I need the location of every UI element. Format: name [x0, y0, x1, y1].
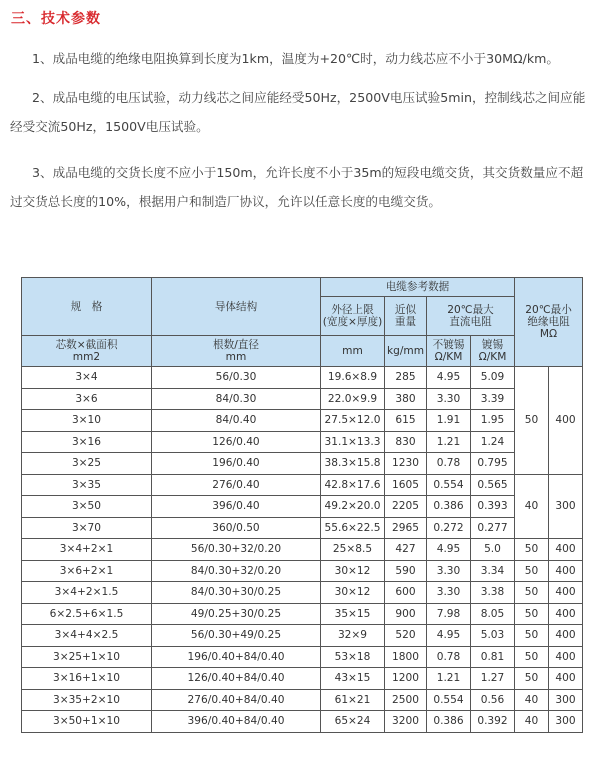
cell-conductor: 84/0.40: [152, 410, 321, 432]
cell-od: 38.3×15.8: [321, 453, 385, 475]
cell-insulation-a: 50: [515, 582, 549, 604]
cell-weight: 3200: [385, 711, 427, 733]
cell-insulation-a: 50: [515, 668, 549, 690]
cell-insulation-a: 50: [515, 646, 549, 668]
cell-tinned: 0.81: [471, 646, 515, 668]
cell-tinned: 5.0: [471, 539, 515, 561]
cell-conductor: 276/0.40+84/0.40: [152, 689, 321, 711]
cell-od: 35×15: [321, 603, 385, 625]
cell-insulation-b: 400: [549, 582, 583, 604]
cell-plain: 1.91: [427, 410, 471, 432]
cell-od: 55.6×22.5: [321, 517, 385, 539]
cell-conductor: 56/0.30+32/0.20: [152, 539, 321, 561]
cell-tinned: 3.39: [471, 388, 515, 410]
table-row: [22, 711, 583, 733]
cell-plain: 1.21: [427, 668, 471, 690]
cell-od: 42.8×17.6: [321, 474, 385, 496]
cell-plain: 3.30: [427, 388, 471, 410]
cell-insulation-a: 50: [515, 603, 549, 625]
cell-conductor: 84/0.30+32/0.20: [152, 560, 321, 582]
cell-conductor: 56/0.30+49/0.25: [152, 625, 321, 647]
cell-tinned: 0.56: [471, 689, 515, 711]
cell-weight: 590: [385, 560, 427, 582]
cell-od: 25×8.5: [321, 539, 385, 561]
cell-conductor: 56/0.30: [152, 367, 321, 389]
header-weight: 近似 重量: [385, 297, 427, 336]
cell-od: 61×21: [321, 689, 385, 711]
cell-od: 30×12: [321, 560, 385, 582]
cell-conductor: 276/0.40: [152, 474, 321, 496]
cell-weight: 600: [385, 582, 427, 604]
cell-spec: 3×4+2×1.5: [22, 582, 152, 604]
table-row: [22, 410, 583, 432]
table-row: [22, 625, 583, 647]
cell-conductor: 84/0.30+30/0.25: [152, 582, 321, 604]
cell-spec: 3×25: [22, 453, 152, 475]
cell-plain: 4.95: [427, 367, 471, 389]
cell-plain: 7.98: [427, 603, 471, 625]
cell-tinned: 5.03: [471, 625, 515, 647]
table-row: [22, 603, 583, 625]
cell-insulation-b: 300: [549, 711, 583, 733]
header-weight-unit: kg/mm: [385, 336, 427, 367]
cell-conductor: 126/0.40+84/0.40: [152, 668, 321, 690]
cell-tinned: 0.393: [471, 496, 515, 518]
cell-od: 27.5×12.0: [321, 410, 385, 432]
cell-weight: 1230: [385, 453, 427, 475]
cell-plain: 3.30: [427, 582, 471, 604]
header-resistance: 20℃最大 直流电阻: [427, 297, 515, 336]
cell-tinned: 1.95: [471, 410, 515, 432]
header-spec: 规 格: [22, 278, 152, 336]
paragraph-2: 2、成品电缆的电压试验，动力线芯之间应能经受50Hz，2500V电压试验5min，控制线芯之间应能经受交流50Hz，1500V电压试验。: [10, 90, 586, 134]
cell-plain: 0.386: [427, 711, 471, 733]
cell-plain: 1.21: [427, 431, 471, 453]
cell-plain: 0.78: [427, 453, 471, 475]
cell-od: 43×15: [321, 668, 385, 690]
header-tinned: 镀锡 Ω/KM: [471, 336, 515, 367]
cell-spec: 6×2.5+6×1.5: [22, 603, 152, 625]
cell-spec: 3×10: [22, 410, 152, 432]
cell-insulation-b: 400: [549, 668, 583, 690]
table-row: [22, 582, 583, 604]
cell-insulation-b: 300: [549, 689, 583, 711]
cell-spec: 3×16: [22, 431, 152, 453]
table-row: [22, 646, 583, 668]
cell-spec: 3×25+1×10: [22, 646, 152, 668]
cell-weight: 2500: [385, 689, 427, 711]
cell-insulation-a: 50: [515, 367, 549, 475]
cell-insulation-b: 300: [549, 474, 583, 539]
cell-weight: 427: [385, 539, 427, 561]
cell-tinned: 3.38: [471, 582, 515, 604]
cell-plain: 0.554: [427, 474, 471, 496]
cell-weight: 2965: [385, 517, 427, 539]
cell-spec: 3×4+2×1: [22, 539, 152, 561]
header-spec-sub: 芯数×截面积 mm2: [22, 336, 152, 367]
cell-od: 19.6×8.9: [321, 367, 385, 389]
cell-insulation-a: 50: [515, 625, 549, 647]
table-row: [22, 474, 583, 496]
cell-od: 22.0×9.9: [321, 388, 385, 410]
cell-weight: 1200: [385, 668, 427, 690]
table-row: [22, 668, 583, 690]
cell-weight: 1800: [385, 646, 427, 668]
table-row: [22, 517, 583, 539]
cell-tinned: 1.27: [471, 668, 515, 690]
cell-weight: 285: [385, 367, 427, 389]
cell-spec: 3×35: [22, 474, 152, 496]
table-row: [22, 431, 583, 453]
cell-od: 30×12: [321, 582, 385, 604]
cell-weight: 615: [385, 410, 427, 432]
cell-plain: 4.95: [427, 625, 471, 647]
header-outer-diameter: 外径上限 (宽度×厚度): [321, 297, 385, 336]
table-row: [22, 367, 583, 389]
cell-tinned: 1.24: [471, 431, 515, 453]
cell-plain: 4.95: [427, 539, 471, 561]
cell-conductor: 196/0.40: [152, 453, 321, 475]
spec-table: [21, 277, 583, 733]
cell-spec: 3×70: [22, 517, 152, 539]
header-conductor: 导体结构: [152, 278, 321, 336]
table-row: [22, 496, 583, 518]
header-insulation: 20℃最小 绝缘电阻 MΩ: [515, 278, 583, 367]
paragraph-3: 3、成品电缆的交货长度不应小于150m，允许长度不小于35m的短段电缆交货，其交货数量应不超过交货总长度的10%，根据用户和制造厂协议，允许以任意长度的电缆交货。: [10, 165, 584, 209]
header-plain: 不镀锡 Ω/KM: [427, 336, 471, 367]
cell-tinned: 5.09: [471, 367, 515, 389]
cell-spec: 3×4: [22, 367, 152, 389]
cell-tinned: 0.277: [471, 517, 515, 539]
cell-spec: 3×6: [22, 388, 152, 410]
cell-plain: 0.386: [427, 496, 471, 518]
cell-insulation-b: 400: [549, 539, 583, 561]
cell-weight: 380: [385, 388, 427, 410]
table-row: [22, 453, 583, 475]
cell-insulation-a: 50: [515, 539, 549, 561]
table-row: [22, 539, 583, 561]
cell-conductor: 126/0.40: [152, 431, 321, 453]
cell-insulation-b: 400: [549, 625, 583, 647]
cell-conductor: 396/0.40: [152, 496, 321, 518]
cell-od: 65×24: [321, 711, 385, 733]
cell-insulation-a: 50: [515, 560, 549, 582]
cell-spec: 3×16+1×10: [22, 668, 152, 690]
cell-conductor: 49/0.25+30/0.25: [152, 603, 321, 625]
table-row: [22, 689, 583, 711]
cell-spec: 3×50+1×10: [22, 711, 152, 733]
cell-tinned: 0.392: [471, 711, 515, 733]
paragraph-1: 1、成品电缆的绝缘电阻换算到长度为1km，温度为+20℃时，动力线芯应不小于30MΩ/km。: [32, 51, 560, 66]
cell-conductor: 360/0.50: [152, 517, 321, 539]
cell-spec: 3×6+2×1: [22, 560, 152, 582]
table-row: [22, 388, 583, 410]
cell-plain: 0.272: [427, 517, 471, 539]
cell-plain: 0.78: [427, 646, 471, 668]
cell-insulation-b: 400: [549, 367, 583, 475]
table-row: [22, 560, 583, 582]
cell-tinned: 8.05: [471, 603, 515, 625]
cell-tinned: 3.34: [471, 560, 515, 582]
cell-plain: 0.554: [427, 689, 471, 711]
section-heading: 三、技术参数: [11, 11, 101, 27]
cell-insulation-b: 400: [549, 646, 583, 668]
cell-spec: 3×4+4×2.5: [22, 625, 152, 647]
cell-spec: 3×50: [22, 496, 152, 518]
cell-conductor: 84/0.30: [152, 388, 321, 410]
cell-weight: 830: [385, 431, 427, 453]
cell-weight: 1605: [385, 474, 427, 496]
cell-spec: 3×35+2×10: [22, 689, 152, 711]
cell-weight: 2205: [385, 496, 427, 518]
cell-od: 31.1×13.3: [321, 431, 385, 453]
cell-plain: 3.30: [427, 560, 471, 582]
cell-od: 32×9: [321, 625, 385, 647]
cell-insulation-a: 40: [515, 474, 549, 539]
cell-insulation-b: 400: [549, 603, 583, 625]
cell-tinned: 0.565: [471, 474, 515, 496]
cell-insulation-b: 400: [549, 560, 583, 582]
header-conductor-sub: 根数/直径 mm: [152, 336, 321, 367]
cell-conductor: 196/0.40+84/0.40: [152, 646, 321, 668]
header-cable-ref: 电缆参考数据: [321, 278, 515, 297]
cell-insulation-a: 40: [515, 689, 549, 711]
cell-conductor: 396/0.40+84/0.40: [152, 711, 321, 733]
cell-insulation-a: 40: [515, 711, 549, 733]
cell-tinned: 0.795: [471, 453, 515, 475]
cell-weight: 900: [385, 603, 427, 625]
cell-od: 53×18: [321, 646, 385, 668]
cell-weight: 520: [385, 625, 427, 647]
header-od-unit: mm: [321, 336, 385, 367]
cell-od: 49.2×20.0: [321, 496, 385, 518]
